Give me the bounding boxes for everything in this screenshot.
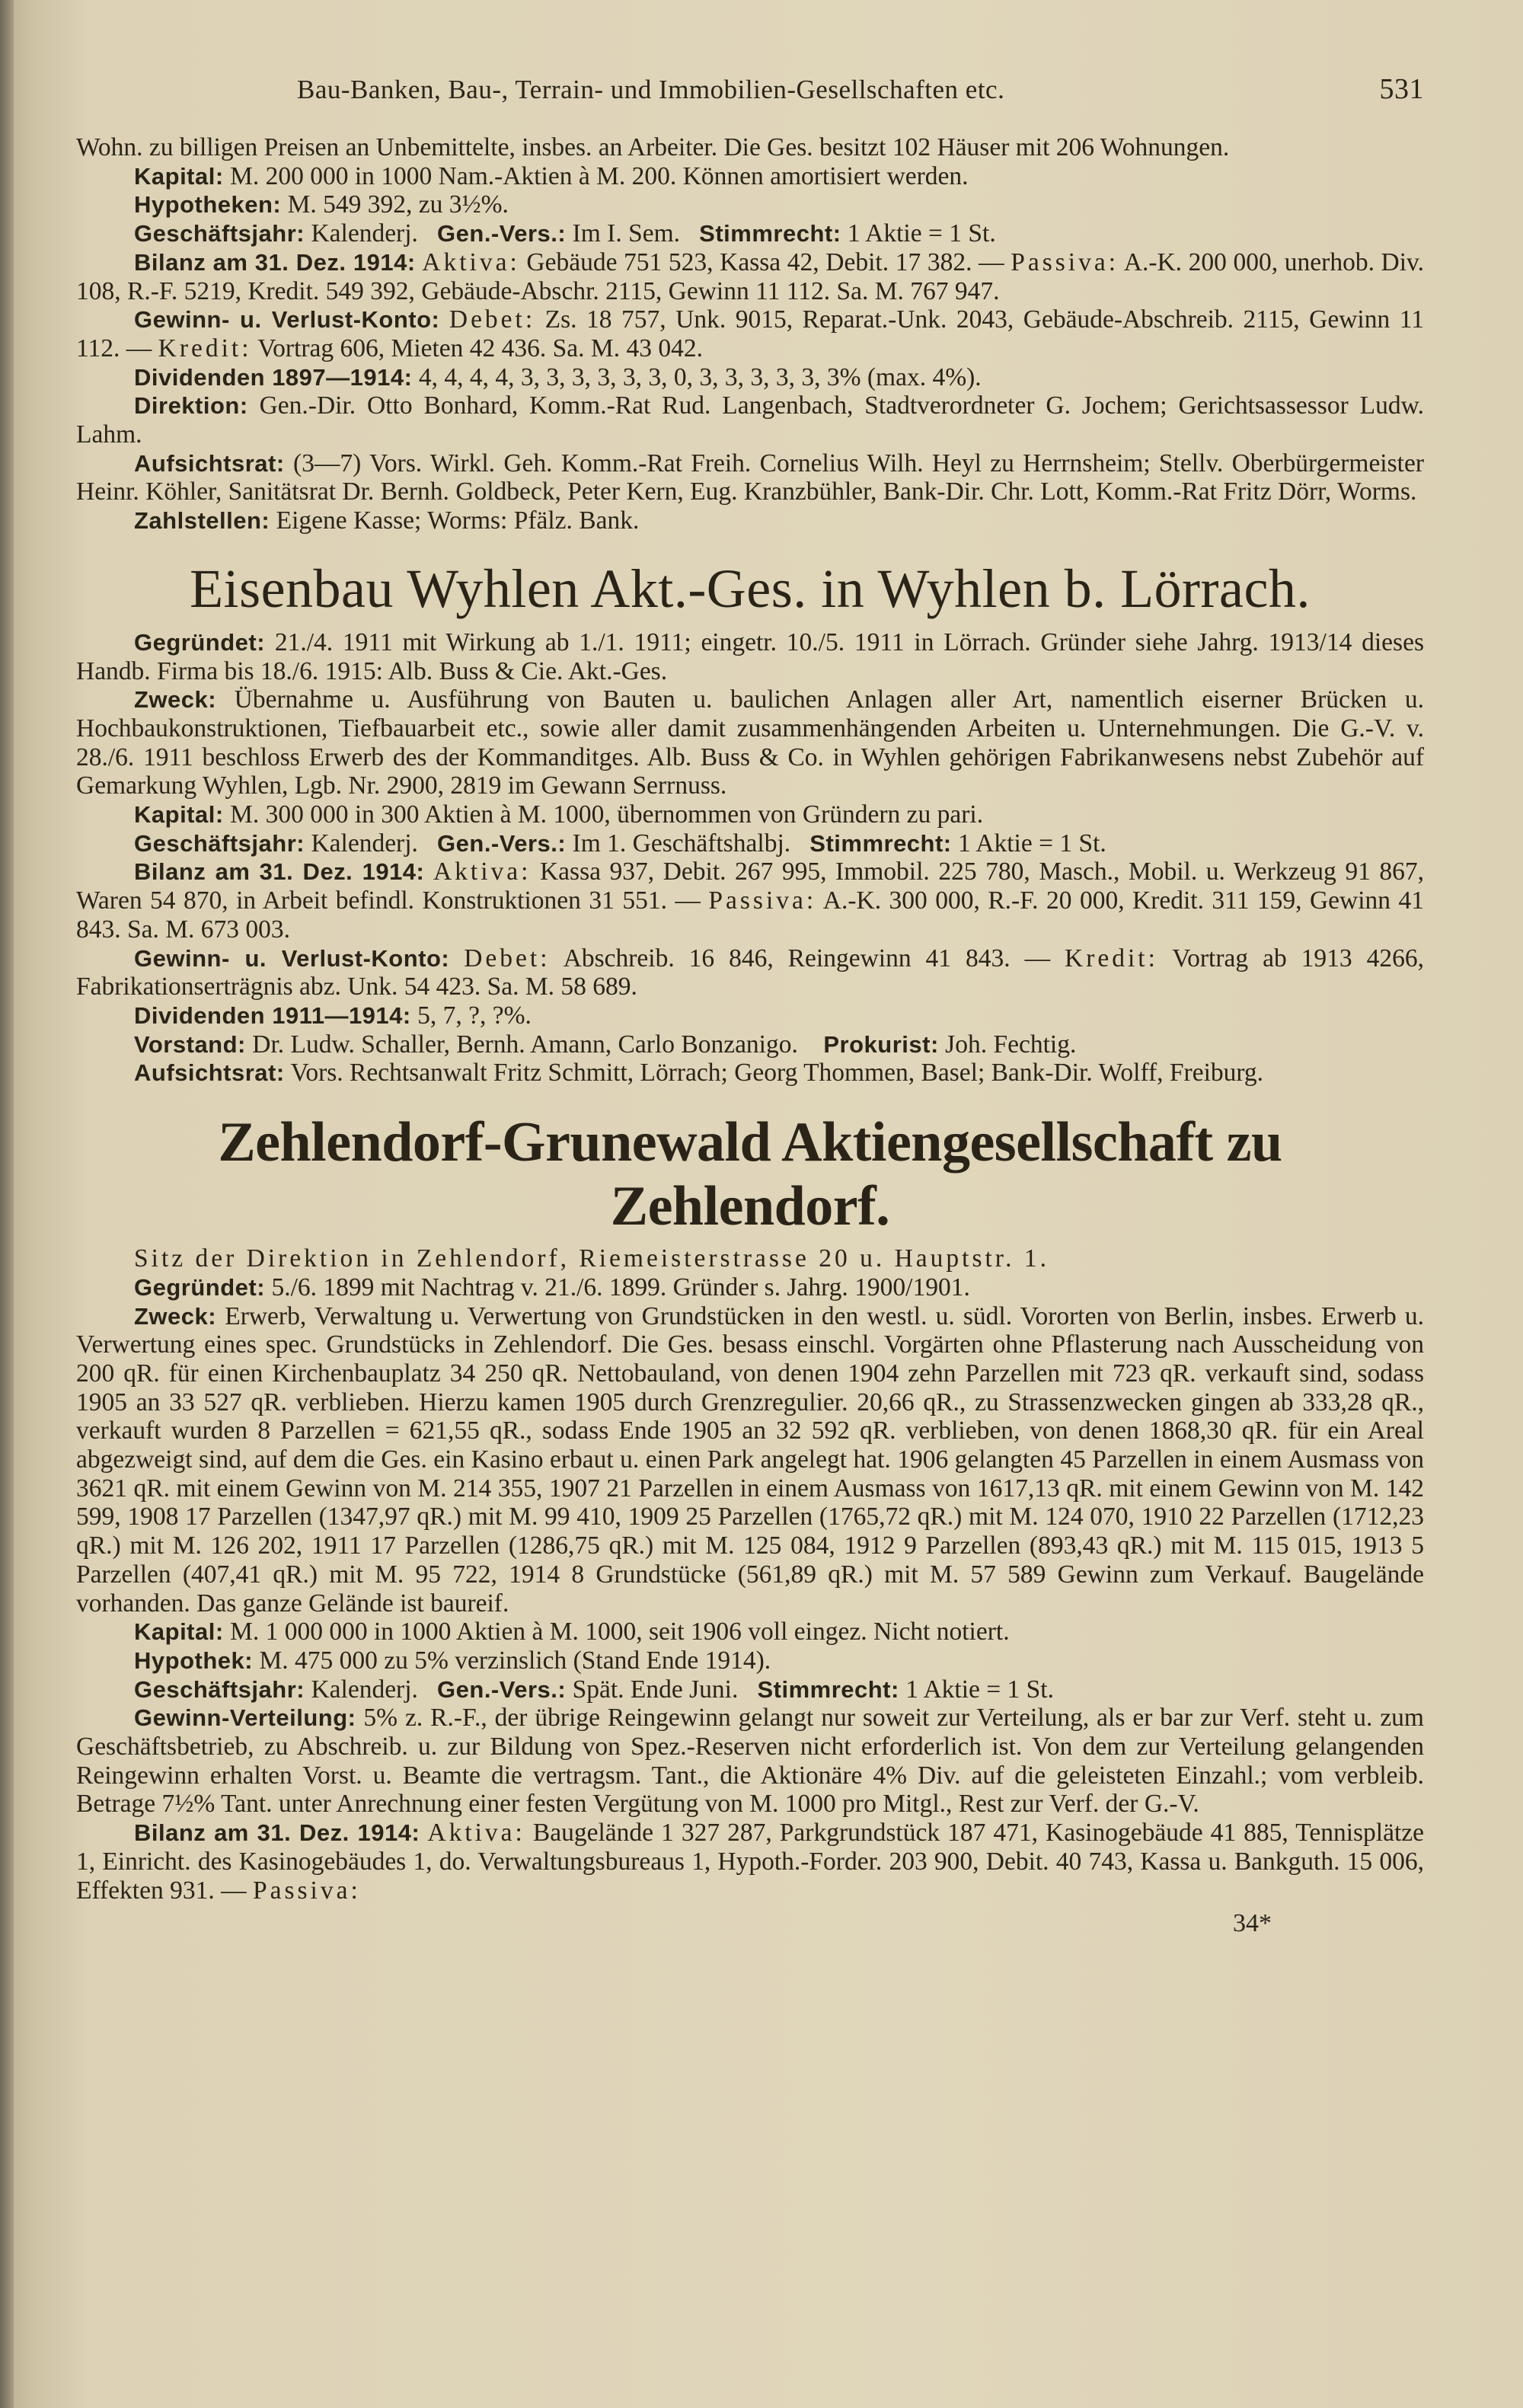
company-heading: Eisenbau Wyhlen Akt.-Ges. in Wyhlen b. Lörrach. <box>190 557 1311 619</box>
bilanz-paragraph: Bilanz am 31. Dez. 1914: Aktiva: Baugelände 1 327 287, Parkgrundstück 187 471, Kasinogebäude 41 885, Tennisplätze 1, Einricht. des Kasinogebäudes 1, do. Verwaltungsbureaus 1, Hypoth.-Forder. 203 900, Debit. 40 743, Kassa u. Bankguth. 15 006, Effekten 931. — Passiva: <box>76 1819 1425 1905</box>
kapital-line: Kapital: M. 1 000 000 in 1000 Aktien à M. 1000, seit 1906 voll eingez. Nicht notiert. <box>134 1618 1010 1646</box>
book-spine-shadow <box>0 0 14 2408</box>
kapital-line: Kapital: M. 300 000 in 300 Aktien à M. 1000, übernommen von Gründern zu pari. <box>134 800 984 829</box>
direktion-paragraph: Direktion: Gen.-Dir. Otto Bonhard, Komm.-Rat Rud. Langenbach, Stadtverordneter G. Jochem; Gerichtsassessor Ludw. Lahm. <box>76 391 1424 449</box>
kapital-line: Kapital: M. 200 000 in 1000 Nam.-Aktien à M. 200. Können amortisiert werden. <box>134 161 969 190</box>
page-number: 531 <box>1379 73 1424 105</box>
signature-mark: 34* <box>1233 1909 1272 1938</box>
zweck-paragraph: Zweck: Übernahme u. Ausführung von Bauten u. baulichen Anlagen aller Art, namentlich eiserner Brücken u. Hochbaukonstruktionen, Tiefbauarbeit etc., sowie aller damit zusammenhängenden Arbeiten u. Unternehmungen. Die G.-V. v. 28./6. 1911 beschloss Erwerb des der Kommanditges. Alb. Buss & Co. in Wyhlen gehörigen Fabrikanwesens nebst Zubehör auf Gemarkung Wyhlen, Lgb. Nr. 2900, 2819 im Gewann Serrnuss. <box>76 685 1424 800</box>
vorstand-line: Vorstand: Dr. Ludw. Schaller, Bernh. Amann, Carlo Bonzanigo. Prokurist: Joh. Fechtig. <box>134 1030 1077 1059</box>
hypothek-line: Hypothek: M. 475 000 zu 5% verzinslich (Stand Ende 1914). <box>134 1646 771 1675</box>
company-heading: Zehlendorf-Grunewald Aktiengesellschaft zu Zehlendorf. <box>218 1111 1282 1238</box>
running-head <box>76 72 1424 106</box>
gewinn-verteilung-paragraph: Gewinn-Verteilung: 5% z. R.-F., der übrige Reingewinn gelangt nur soweit zur Verteilung, als er bar zur Verf. steht u. zum Geschäftsbetrieb, zu Abschreib. u. zur Bildung von Spez.-Reserven nicht erforderlich ist. Von dem zur Verteilung gelangenden Reingewinn erhalten Vorst. u. Beamte die vertragsm. Tant., die Aktionäre 4% Div. auf die geleisteten Einzahl.; vom verbleib. Betrage 7½% Tant. unter Anrechnung einer festen Vergütung von M. 1000 pro Mitgl., Rest zur Verf. der G.-V. <box>76 1704 1424 1819</box>
gegruendet-paragraph: Gegründet: 21./4. 1911 mit Wirkung ab 1./1. 1911; eingetr. 10./5. 1911 in Lörrach. Gründer siehe Jahrg. 1913/14 dieses Handb. Firma bis 18./6. 1915: Alb. Buss & Cie. Akt.-Ges. <box>76 628 1424 685</box>
bilanz-paragraph: Bilanz am 31. Dez. 1914: Aktiva: Gebäude 751 523, Kassa 42, Debit. 17 382. — Passiva: A.-K. 200 000, unerhob. Div. 108, R.-F. 5219, Kredit. 549 392, Gebäude-Abschr. 2115, Gewinn 11 112. Sa. M. 767 947. <box>76 248 1425 305</box>
sitz-line: Sitz der Direktion in Zehlendorf, Riemeisterstrasse 20 u. Hauptstr. 1. <box>134 1244 1049 1273</box>
company-entry-eisenbau-wyhlen <box>76 558 1424 1087</box>
gegruendet-line: Gegründet: 5./6. 1899 mit Nachtrag v. 21./6. 1899. Gründer s. Jahrg. 1900/1901. <box>134 1273 970 1301</box>
page-content <box>76 72 1424 1938</box>
dividenden-line: Dividenden 1897—1914: 4, 4, 4, 4, 3, 3, 3, 3, 3, 3, 0, 3, 3, 3, 3, 3, 3% (max. 4%). <box>134 362 982 391</box>
zweck-paragraph: Zweck: Erwerb, Verwaltung u. Verwertung von Grundstücken in den westl. u. südl. Vororten von Berlin, insbes. Erwerb u. Verwertung eines spec. Grundstücks in Zehlendorf. Die Ges. besass einschl. Vorgärten ohne Pflasterung nach Ausscheidung von 200 qR. für einen Kirchenbauplatz 34 250 qR. Nettobauland, von denen 1904 zehn Parzellen mit 723 qR. verkauft sind, sodass 1905 an 33 527 qR. verblieben. Hierzu kamen 1905 durch Grenzregulier. 20,66 qR., zu Strassenzwecken gingen ab 333,28 qR., verkauft wurden 8 Parzellen = 621,55 qR., sodass Ende 1905 an 32 592 qR. verblieben, von denen 1868,30 qR. für ein Areal abgezweigt sind, auf dem die Ges. ein Kasino erbaut u. einen Park angelegt hat. 1906 gelangten 45 Parzellen in einem Ausmass von 3621 qR. mit einem Gewinn von M. 214 355, 1907 21 Parzellen in einem Ausmass von 1617,13 qR. mit einem Gewinn von M. 142 599, 1908 17 Parzellen (1347,97 qR.) mit M. 99 410, 1909 25 Parzellen (1765,72 qR.) mit M. 124 070, 1910 22 Parzellen (1712,23 qR.) mit M. 126 202, 1911 17 Parzellen (1286,75 qR.) mit M. 125 084, 1912 9 Parzellen (893,43 qR.) mit M. 115 015, 1913 5 Parzellen (407,41 qR.) mit M. 95 722, 1914 8 Grundstücke (561,89 qR.) mit M. 57 589 Gewinn zum Verkauf. Baugelände vorhanden. Das ganze Gelände ist baureif. <box>76 1301 1424 1618</box>
dividenden-line: Dividenden 1911—1914: 5, 7, ?, ?%. <box>134 1001 532 1030</box>
running-head-title: Bau-Banken, Bau-, Terrain- und Immobilien-Gesellschaften etc. <box>297 75 1005 104</box>
aufsichtsrat-paragraph: Aufsichtsrat: (3—7) Vors. Wirkl. Geh. Komm.-Rat Freih. Cornelius Wilh. Heyl zu Herrnsheim; Stellv. Oberbürgermeister Heinr. Köhler, Sanitätsrat Dr. Bernh. Goldbeck, Peter Kern, Eug. Kranzbühler, Bank-Dir. Chr. Lott, Komm.-Rat Fritz Dörr, Worms. <box>76 449 1424 506</box>
aufsichtsrat-paragraph: Aufsichtsrat: Vors. Rechtsanwalt Fritz Schmitt, Lörrach; Georg Thommen, Basel; Bank-Dir. Wolff, Freiburg. <box>134 1059 1264 1087</box>
zahlstellen-line: Zahlstellen: Eigene Kasse; Worms: Pfälz. Bank. <box>134 506 640 535</box>
hypotheken-line: Hypotheken: M. 549 392, zu 3½%. <box>134 190 509 219</box>
bilanz-paragraph: Bilanz am 31. Dez. 1914: Aktiva: Kassa 937, Debit. 267 995, Immobil. 225 780, Masch., Mobil. u. Werkzeug 91 867, Waren 54 870, in Arbeit befindl. Konstruktionen 31 551. — Passiva: A.-K. 300 000, R.-F. 20 000, Kredit. 311 159, Gewinn 41 843. Sa. M. 673 003. <box>76 857 1425 944</box>
company-entry-zehlendorf-grunewald <box>76 1110 1424 1905</box>
geschaeftsjahr-line: Geschäftsjahr: Kalenderj. Gen.-Vers.: Im 1. Geschäftshalbj. Stimmrecht: 1 Aktie = 1 St. <box>134 829 1106 857</box>
guv-paragraph: Gewinn- u. Verlust-Konto: Debet: Zs. 18 757, Unk. 9015, Reparat.-Unk. 2043, Gebäude-Abschreib. 2115, Gewinn 11 112. — Kredit: Vortrag 606, Mieten 42 436. Sa. M. 43 042. <box>76 305 1424 362</box>
guv-paragraph: Gewinn- u. Verlust-Konto: Debet: Abschreib. 16 846, Reingewinn 41 843. — Kredit: Vortrag ab 1913 4266, Fabrikationserträgnis abz. Unk. 54 423. Sa. M. 58 689. <box>76 944 1424 1001</box>
geschaeftsjahr-line: Geschäftsjahr: Kalenderj. Gen.-Vers.: Spät. Ende Juni. Stimmrecht: 1 Aktie = 1 St. <box>134 1675 1054 1704</box>
company-entry-continued <box>76 133 1424 535</box>
intro-paragraph: Wohn. zu billigen Preisen an Unbemittelte, insbes. an Arbeiter. Die Ges. besitzt 102 Häuser mit 206 Wohnungen. <box>76 133 1230 161</box>
geschaeftsjahr-line: Geschäftsjahr: Kalenderj. Gen.-Vers.: Im I. Sem. Stimmrecht: 1 Aktie = 1 St. <box>134 219 996 248</box>
